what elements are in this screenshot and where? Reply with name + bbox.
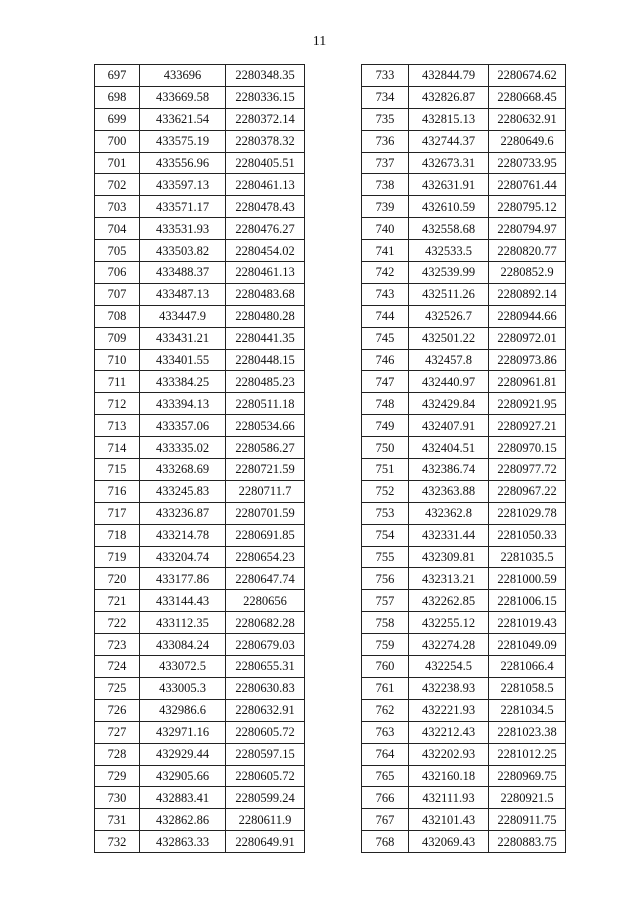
x-coordinate-cell: 433575.19 xyxy=(140,130,226,152)
point-number-cell: 709 xyxy=(95,327,140,349)
table-row xyxy=(95,327,305,349)
point-number-cell: 718 xyxy=(95,524,140,546)
table-row xyxy=(362,86,566,108)
y-coordinate-cell: 2280852.9 xyxy=(489,262,566,284)
x-coordinate-cell: 432539.99 xyxy=(409,262,489,284)
x-coordinate-cell: 433696 xyxy=(140,65,226,87)
point-number-cell: 747 xyxy=(362,371,409,393)
y-coordinate-cell: 2281034.5 xyxy=(489,699,566,721)
table-row xyxy=(95,305,305,327)
table-row xyxy=(95,108,305,130)
point-number-cell: 748 xyxy=(362,393,409,415)
point-number-cell: 707 xyxy=(95,283,140,305)
x-coordinate-cell: 432238.93 xyxy=(409,677,489,699)
y-coordinate-cell: 2280711.7 xyxy=(226,480,305,502)
x-coordinate-cell: 432429.84 xyxy=(409,393,489,415)
table-row xyxy=(95,218,305,240)
y-coordinate-cell: 2280461.13 xyxy=(226,262,305,284)
y-coordinate-cell: 2280630.83 xyxy=(226,677,305,699)
table-row xyxy=(95,656,305,678)
y-coordinate-cell: 2280441.35 xyxy=(226,327,305,349)
point-number-cell: 766 xyxy=(362,787,409,809)
x-coordinate-cell: 432986.6 xyxy=(140,699,226,721)
y-coordinate-cell: 2280674.62 xyxy=(489,65,566,87)
y-coordinate-cell: 2280605.72 xyxy=(226,765,305,787)
table-row xyxy=(362,612,566,634)
x-coordinate-cell: 432501.22 xyxy=(409,327,489,349)
y-coordinate-cell: 2280977.72 xyxy=(489,459,566,481)
y-coordinate-cell: 2280967.22 xyxy=(489,480,566,502)
y-coordinate-cell: 2280701.59 xyxy=(226,502,305,524)
x-coordinate-cell: 432362.8 xyxy=(409,502,489,524)
y-coordinate-cell: 2280586.27 xyxy=(226,437,305,459)
point-number-cell: 708 xyxy=(95,305,140,327)
y-coordinate-cell: 2280654.23 xyxy=(226,546,305,568)
table-row xyxy=(362,262,566,284)
point-number-cell: 724 xyxy=(95,656,140,678)
table-row xyxy=(362,65,566,87)
x-coordinate-cell: 432069.43 xyxy=(409,831,489,853)
y-coordinate-cell: 2280795.12 xyxy=(489,196,566,218)
table-row xyxy=(362,480,566,502)
table-row xyxy=(362,743,566,765)
y-coordinate-cell: 2281019.43 xyxy=(489,612,566,634)
table-row xyxy=(362,787,566,809)
table-row xyxy=(362,634,566,656)
table-row xyxy=(95,831,305,853)
point-number-cell: 738 xyxy=(362,174,409,196)
x-coordinate-cell: 432457.8 xyxy=(409,349,489,371)
table-row xyxy=(362,196,566,218)
x-coordinate-cell: 432631.91 xyxy=(409,174,489,196)
y-coordinate-cell: 2280632.91 xyxy=(226,699,305,721)
x-coordinate-cell: 432673.31 xyxy=(409,152,489,174)
x-coordinate-cell: 433357.06 xyxy=(140,415,226,437)
point-number-cell: 762 xyxy=(362,699,409,721)
y-coordinate-cell: 2280649.91 xyxy=(226,831,305,853)
y-coordinate-cell: 2280973.86 xyxy=(489,349,566,371)
table-row xyxy=(362,831,566,853)
x-coordinate-cell: 432221.93 xyxy=(409,699,489,721)
x-coordinate-cell: 432262.85 xyxy=(409,590,489,612)
y-coordinate-cell: 2280480.28 xyxy=(226,305,305,327)
x-coordinate-cell: 433401.55 xyxy=(140,349,226,371)
y-coordinate-cell: 2280649.6 xyxy=(489,130,566,152)
table-row xyxy=(362,677,566,699)
x-coordinate-cell: 432407.91 xyxy=(409,415,489,437)
table-row xyxy=(95,130,305,152)
x-coordinate-cell: 432254.5 xyxy=(409,656,489,678)
x-coordinate-cell: 433597.13 xyxy=(140,174,226,196)
table-row xyxy=(362,327,566,349)
point-number-cell: 729 xyxy=(95,765,140,787)
point-number-cell: 697 xyxy=(95,65,140,87)
point-number-cell: 725 xyxy=(95,677,140,699)
table-row xyxy=(95,240,305,262)
y-coordinate-cell: 2280733.95 xyxy=(489,152,566,174)
x-coordinate-cell: 432844.79 xyxy=(409,65,489,87)
point-number-cell: 745 xyxy=(362,327,409,349)
point-number-cell: 767 xyxy=(362,809,409,831)
table-row xyxy=(95,459,305,481)
y-coordinate-cell: 2280761.44 xyxy=(489,174,566,196)
table-row xyxy=(95,612,305,634)
x-coordinate-cell: 433531.93 xyxy=(140,218,226,240)
x-coordinate-cell: 432526.7 xyxy=(409,305,489,327)
point-number-cell: 703 xyxy=(95,196,140,218)
table-row xyxy=(95,65,305,87)
point-number-cell: 700 xyxy=(95,130,140,152)
y-coordinate-cell: 2280448.15 xyxy=(226,349,305,371)
point-number-cell: 755 xyxy=(362,546,409,568)
y-coordinate-cell: 2281012.25 xyxy=(489,743,566,765)
point-number-cell: 731 xyxy=(95,809,140,831)
point-number-cell: 737 xyxy=(362,152,409,174)
point-number-cell: 712 xyxy=(95,393,140,415)
point-number-cell: 720 xyxy=(95,568,140,590)
point-number-cell: 722 xyxy=(95,612,140,634)
table-row xyxy=(95,568,305,590)
point-number-cell: 756 xyxy=(362,568,409,590)
table-row xyxy=(362,721,566,743)
point-number-cell: 701 xyxy=(95,152,140,174)
point-number-cell: 721 xyxy=(95,590,140,612)
x-coordinate-cell: 432212.43 xyxy=(409,721,489,743)
point-number-cell: 717 xyxy=(95,502,140,524)
point-number-cell: 723 xyxy=(95,634,140,656)
x-coordinate-cell: 432101.43 xyxy=(409,809,489,831)
x-coordinate-cell: 432331.44 xyxy=(409,524,489,546)
point-number-cell: 727 xyxy=(95,721,140,743)
y-coordinate-cell: 2281049.09 xyxy=(489,634,566,656)
table-row xyxy=(95,152,305,174)
coordinates-table-body xyxy=(95,65,305,853)
y-coordinate-cell: 2280372.14 xyxy=(226,108,305,130)
point-number-cell: 763 xyxy=(362,721,409,743)
y-coordinate-cell: 2280691.85 xyxy=(226,524,305,546)
y-coordinate-cell: 2280682.28 xyxy=(226,612,305,634)
y-coordinate-cell: 2280605.72 xyxy=(226,721,305,743)
table-row xyxy=(362,524,566,546)
table-row xyxy=(95,262,305,284)
x-coordinate-cell: 433621.54 xyxy=(140,108,226,130)
x-coordinate-cell: 433177.86 xyxy=(140,568,226,590)
x-coordinate-cell: 432862.86 xyxy=(140,809,226,831)
point-number-cell: 754 xyxy=(362,524,409,546)
coordinates-table-body xyxy=(362,65,566,853)
table-row xyxy=(362,305,566,327)
table-row xyxy=(95,393,305,415)
table-row xyxy=(362,699,566,721)
x-coordinate-cell: 433394.13 xyxy=(140,393,226,415)
table-row xyxy=(362,349,566,371)
table-row xyxy=(362,459,566,481)
table-row xyxy=(362,393,566,415)
y-coordinate-cell: 2281006.15 xyxy=(489,590,566,612)
point-number-cell: 711 xyxy=(95,371,140,393)
page-number: 11 xyxy=(312,34,327,49)
y-coordinate-cell: 2280927.21 xyxy=(489,415,566,437)
y-coordinate-cell: 2281023.38 xyxy=(489,721,566,743)
table-row xyxy=(95,174,305,196)
x-coordinate-cell: 433447.9 xyxy=(140,305,226,327)
table-row xyxy=(95,371,305,393)
x-coordinate-cell: 432863.33 xyxy=(140,831,226,853)
y-coordinate-cell: 2280485.23 xyxy=(226,371,305,393)
point-number-cell: 702 xyxy=(95,174,140,196)
table-row xyxy=(95,809,305,831)
point-number-cell: 760 xyxy=(362,656,409,678)
x-coordinate-cell: 432511.26 xyxy=(409,283,489,305)
x-coordinate-cell: 432744.37 xyxy=(409,130,489,152)
point-number-cell: 699 xyxy=(95,108,140,130)
x-coordinate-cell: 432558.68 xyxy=(409,218,489,240)
table-row xyxy=(362,502,566,524)
x-coordinate-cell: 432815.13 xyxy=(409,108,489,130)
x-coordinate-cell: 432404.51 xyxy=(409,437,489,459)
point-number-cell: 715 xyxy=(95,459,140,481)
x-coordinate-cell: 432255.12 xyxy=(409,612,489,634)
table-row xyxy=(95,480,305,502)
x-coordinate-cell: 432929.44 xyxy=(140,743,226,765)
y-coordinate-cell: 2280478.43 xyxy=(226,196,305,218)
point-number-cell: 761 xyxy=(362,677,409,699)
table-row xyxy=(95,502,305,524)
x-coordinate-cell: 432905.66 xyxy=(140,765,226,787)
y-coordinate-cell: 2281066.4 xyxy=(489,656,566,678)
x-coordinate-cell: 433204.74 xyxy=(140,546,226,568)
y-coordinate-cell: 2280668.45 xyxy=(489,86,566,108)
y-coordinate-cell: 2280378.32 xyxy=(226,130,305,152)
x-coordinate-cell: 432111.93 xyxy=(409,787,489,809)
y-coordinate-cell: 2281050.33 xyxy=(489,524,566,546)
table-row xyxy=(362,108,566,130)
table-row xyxy=(95,196,305,218)
y-coordinate-cell: 2280454.02 xyxy=(226,240,305,262)
y-coordinate-cell: 2280679.03 xyxy=(226,634,305,656)
y-coordinate-cell: 2280655.31 xyxy=(226,656,305,678)
y-coordinate-cell: 2280656 xyxy=(226,590,305,612)
y-coordinate-cell: 2280970.15 xyxy=(489,437,566,459)
point-number-cell: 752 xyxy=(362,480,409,502)
table-row xyxy=(362,546,566,568)
y-coordinate-cell: 2280944.66 xyxy=(489,305,566,327)
x-coordinate-cell: 432883.41 xyxy=(140,787,226,809)
point-number-cell: 713 xyxy=(95,415,140,437)
table-row xyxy=(95,86,305,108)
table-row xyxy=(362,152,566,174)
point-number-cell: 746 xyxy=(362,349,409,371)
y-coordinate-cell: 2280483.68 xyxy=(226,283,305,305)
table-row xyxy=(95,721,305,743)
x-coordinate-cell: 433072.5 xyxy=(140,656,226,678)
point-number-cell: 743 xyxy=(362,283,409,305)
table-row xyxy=(95,349,305,371)
x-coordinate-cell: 432313.21 xyxy=(409,568,489,590)
point-number-cell: 757 xyxy=(362,590,409,612)
point-number-cell: 735 xyxy=(362,108,409,130)
table-row xyxy=(362,174,566,196)
x-coordinate-cell: 432202.93 xyxy=(409,743,489,765)
table-row xyxy=(95,283,305,305)
y-coordinate-cell: 2281029.78 xyxy=(489,502,566,524)
x-coordinate-cell: 433144.43 xyxy=(140,590,226,612)
y-coordinate-cell: 2280721.59 xyxy=(226,459,305,481)
x-coordinate-cell: 433487.13 xyxy=(140,283,226,305)
table-row xyxy=(95,546,305,568)
y-coordinate-cell: 2280597.15 xyxy=(226,743,305,765)
coordinates-table-left xyxy=(94,64,305,853)
point-number-cell: 758 xyxy=(362,612,409,634)
y-coordinate-cell: 2280921.5 xyxy=(489,787,566,809)
table-row xyxy=(362,437,566,459)
x-coordinate-cell: 433268.69 xyxy=(140,459,226,481)
point-number-cell: 726 xyxy=(95,699,140,721)
y-coordinate-cell: 2280461.13 xyxy=(226,174,305,196)
y-coordinate-cell: 2280511.18 xyxy=(226,393,305,415)
x-coordinate-cell: 433335.02 xyxy=(140,437,226,459)
x-coordinate-cell: 433384.25 xyxy=(140,371,226,393)
table-row xyxy=(362,218,566,240)
point-number-cell: 740 xyxy=(362,218,409,240)
table-row xyxy=(95,787,305,809)
x-coordinate-cell: 432309.81 xyxy=(409,546,489,568)
point-number-cell: 751 xyxy=(362,459,409,481)
table-row xyxy=(95,743,305,765)
x-coordinate-cell: 432160.18 xyxy=(409,765,489,787)
y-coordinate-cell: 2280883.75 xyxy=(489,831,566,853)
table-row xyxy=(95,634,305,656)
point-number-cell: 742 xyxy=(362,262,409,284)
table-row xyxy=(95,524,305,546)
y-coordinate-cell: 2280794.97 xyxy=(489,218,566,240)
point-number-cell: 730 xyxy=(95,787,140,809)
x-coordinate-cell: 432826.87 xyxy=(409,86,489,108)
y-coordinate-cell: 2280348.35 xyxy=(226,65,305,87)
point-number-cell: 739 xyxy=(362,196,409,218)
x-coordinate-cell: 433503.82 xyxy=(140,240,226,262)
x-coordinate-cell: 433571.17 xyxy=(140,196,226,218)
point-number-cell: 719 xyxy=(95,546,140,568)
y-coordinate-cell: 2281000.59 xyxy=(489,568,566,590)
point-number-cell: 732 xyxy=(95,831,140,853)
y-coordinate-cell: 2280336.15 xyxy=(226,86,305,108)
y-coordinate-cell: 2280647.74 xyxy=(226,568,305,590)
y-coordinate-cell: 2280476.27 xyxy=(226,218,305,240)
point-number-cell: 728 xyxy=(95,743,140,765)
y-coordinate-cell: 2280921.95 xyxy=(489,393,566,415)
point-number-cell: 733 xyxy=(362,65,409,87)
table-row xyxy=(362,809,566,831)
y-coordinate-cell: 2280405.51 xyxy=(226,152,305,174)
point-number-cell: 734 xyxy=(362,86,409,108)
x-coordinate-cell: 433236.87 xyxy=(140,502,226,524)
y-coordinate-cell: 2280892.14 xyxy=(489,283,566,305)
y-coordinate-cell: 2280820.77 xyxy=(489,240,566,262)
y-coordinate-cell: 2280534.66 xyxy=(226,415,305,437)
table-row xyxy=(362,590,566,612)
y-coordinate-cell: 2281058.5 xyxy=(489,677,566,699)
point-number-cell: 744 xyxy=(362,305,409,327)
table-row xyxy=(362,656,566,678)
point-number-cell: 753 xyxy=(362,502,409,524)
table-row xyxy=(362,283,566,305)
x-coordinate-cell: 433556.96 xyxy=(140,152,226,174)
point-number-cell: 768 xyxy=(362,831,409,853)
point-number-cell: 759 xyxy=(362,634,409,656)
table-row xyxy=(95,765,305,787)
table-row xyxy=(362,568,566,590)
table-row xyxy=(362,415,566,437)
x-coordinate-cell: 433245.83 xyxy=(140,480,226,502)
y-coordinate-cell: 2280911.75 xyxy=(489,809,566,831)
x-coordinate-cell: 433214.78 xyxy=(140,524,226,546)
x-coordinate-cell: 432610.59 xyxy=(409,196,489,218)
x-coordinate-cell: 432386.74 xyxy=(409,459,489,481)
point-number-cell: 704 xyxy=(95,218,140,240)
table-row xyxy=(362,240,566,262)
x-coordinate-cell: 433431.21 xyxy=(140,327,226,349)
x-coordinate-cell: 433669.58 xyxy=(140,86,226,108)
table-row xyxy=(362,130,566,152)
point-number-cell: 741 xyxy=(362,240,409,262)
y-coordinate-cell: 2280961.81 xyxy=(489,371,566,393)
point-number-cell: 750 xyxy=(362,437,409,459)
coordinates-table-right xyxy=(361,64,566,853)
x-coordinate-cell: 432971.16 xyxy=(140,721,226,743)
table-row xyxy=(95,590,305,612)
point-number-cell: 705 xyxy=(95,240,140,262)
point-number-cell: 736 xyxy=(362,130,409,152)
x-coordinate-cell: 433112.35 xyxy=(140,612,226,634)
y-coordinate-cell: 2280972.01 xyxy=(489,327,566,349)
x-coordinate-cell: 433084.24 xyxy=(140,634,226,656)
table-row xyxy=(362,765,566,787)
point-number-cell: 716 xyxy=(95,480,140,502)
y-coordinate-cell: 2281035.5 xyxy=(489,546,566,568)
point-number-cell: 706 xyxy=(95,262,140,284)
point-number-cell: 764 xyxy=(362,743,409,765)
point-number-cell: 710 xyxy=(95,349,140,371)
x-coordinate-cell: 432533.5 xyxy=(409,240,489,262)
x-coordinate-cell: 432440.97 xyxy=(409,371,489,393)
y-coordinate-cell: 2280611.9 xyxy=(226,809,305,831)
table-row xyxy=(95,415,305,437)
table-row xyxy=(95,437,305,459)
y-coordinate-cell: 2280969.75 xyxy=(489,765,566,787)
y-coordinate-cell: 2280632.91 xyxy=(489,108,566,130)
x-coordinate-cell: 432363.88 xyxy=(409,480,489,502)
point-number-cell: 698 xyxy=(95,86,140,108)
y-coordinate-cell: 2280599.24 xyxy=(226,787,305,809)
table-row xyxy=(362,371,566,393)
x-coordinate-cell: 433488.37 xyxy=(140,262,226,284)
point-number-cell: 765 xyxy=(362,765,409,787)
point-number-cell: 749 xyxy=(362,415,409,437)
x-coordinate-cell: 432274.28 xyxy=(409,634,489,656)
x-coordinate-cell: 433005.3 xyxy=(140,677,226,699)
table-row xyxy=(95,677,305,699)
table-row xyxy=(95,699,305,721)
point-number-cell: 714 xyxy=(95,437,140,459)
